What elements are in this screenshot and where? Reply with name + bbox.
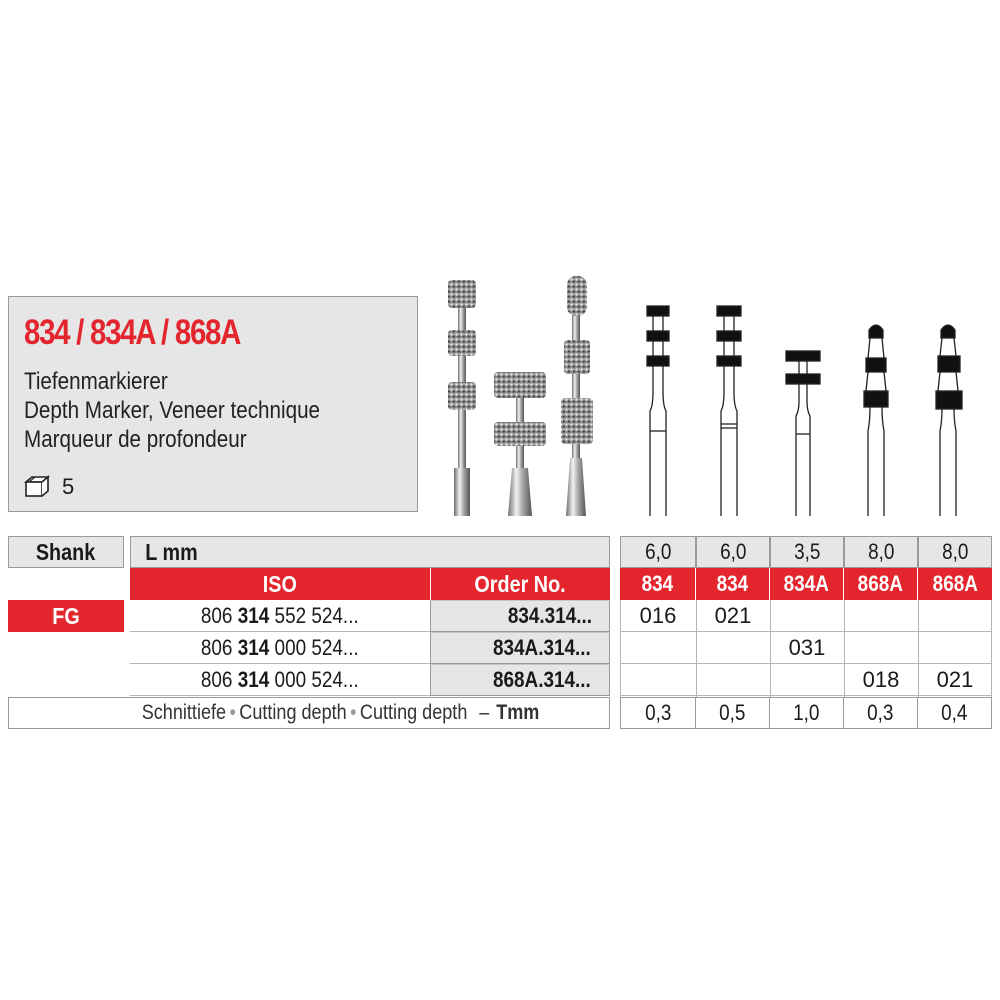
cutting-depth-value: 0,5 — [696, 697, 770, 729]
product-title: 834 / 834A / 868A — [24, 313, 241, 352]
bur-868A-photo — [561, 276, 593, 516]
size-value — [620, 632, 696, 664]
product-photo — [440, 268, 610, 516]
package-box-icon — [24, 474, 50, 498]
size-value — [844, 600, 918, 632]
iso-header: ISO — [130, 568, 430, 600]
size-value: 016 — [620, 600, 696, 632]
figure-number: 834 — [696, 568, 770, 600]
size-value — [770, 664, 844, 696]
iso-number-cell: 806 314 552 524... — [130, 600, 430, 632]
bur-834-photo — [448, 280, 476, 516]
length-value: 8,0 — [844, 536, 918, 568]
order-number-cell: 834A.314... — [430, 632, 610, 664]
size-value: 021 — [918, 664, 992, 696]
iso-number-cell: 806 314 000 524... — [130, 664, 430, 696]
figure-number: 868A — [918, 568, 992, 600]
length-value: 3,5 — [770, 536, 844, 568]
description-german: Tiefenmarkierer — [24, 368, 168, 395]
size-grid — [620, 536, 992, 729]
size-value: 018 — [844, 664, 918, 696]
grid-divider — [696, 600, 697, 697]
size-value — [696, 664, 770, 696]
size-value: 021 — [696, 600, 770, 632]
size-value — [844, 632, 918, 664]
shank-type-fg: FG — [8, 600, 124, 632]
grid-divider — [620, 600, 621, 697]
instrument-drawings — [620, 296, 990, 516]
drawing-868A-018 — [864, 325, 888, 516]
length-value: 6,0 — [620, 536, 696, 568]
grid-divider — [991, 600, 992, 697]
size-value — [620, 664, 696, 696]
shank-header: Shank — [8, 536, 124, 568]
order-number-header: Order No. — [430, 568, 610, 600]
size-value — [918, 632, 992, 664]
cutting-depth-value: 0,3 — [620, 697, 696, 729]
order-number-cell: 868A.314... — [430, 664, 610, 696]
figure-number: 834A — [770, 568, 844, 600]
figure-number: 834 — [620, 568, 696, 600]
grid-divider — [844, 600, 845, 697]
size-value — [918, 600, 992, 632]
description-french: Marqueur de profondeur — [24, 426, 247, 453]
drawing-834-016 — [647, 306, 669, 516]
size-value: 031 — [770, 632, 844, 664]
cutting-depth-value: 1,0 — [770, 697, 844, 729]
size-value — [696, 632, 770, 664]
drawing-834-021 — [717, 306, 741, 516]
length-value: 8,0 — [918, 536, 992, 568]
drawing-868A-021 — [936, 325, 962, 516]
cutting-depth-label: Schnittiefe • Cutting depth • Cutting depth – Tmm — [8, 697, 610, 729]
drawing-834A-031 — [786, 351, 820, 516]
cutting-depth-value: 0,4 — [918, 697, 992, 729]
length-value: 6,0 — [696, 536, 770, 568]
description-english: Depth Marker, Veneer technique — [24, 397, 321, 424]
bur-834A-photo — [494, 372, 546, 516]
length-header: L mm — [130, 536, 610, 568]
grid-divider — [770, 600, 771, 697]
size-value — [770, 600, 844, 632]
cutting-depth-value: 0,3 — [844, 697, 918, 729]
figure-number: 868A — [844, 568, 918, 600]
package-quantity: 5 — [62, 474, 75, 499]
iso-number-cell: 806 314 000 524... — [130, 632, 430, 664]
order-number-cell: 834.314... — [430, 600, 610, 632]
grid-divider — [918, 600, 919, 697]
